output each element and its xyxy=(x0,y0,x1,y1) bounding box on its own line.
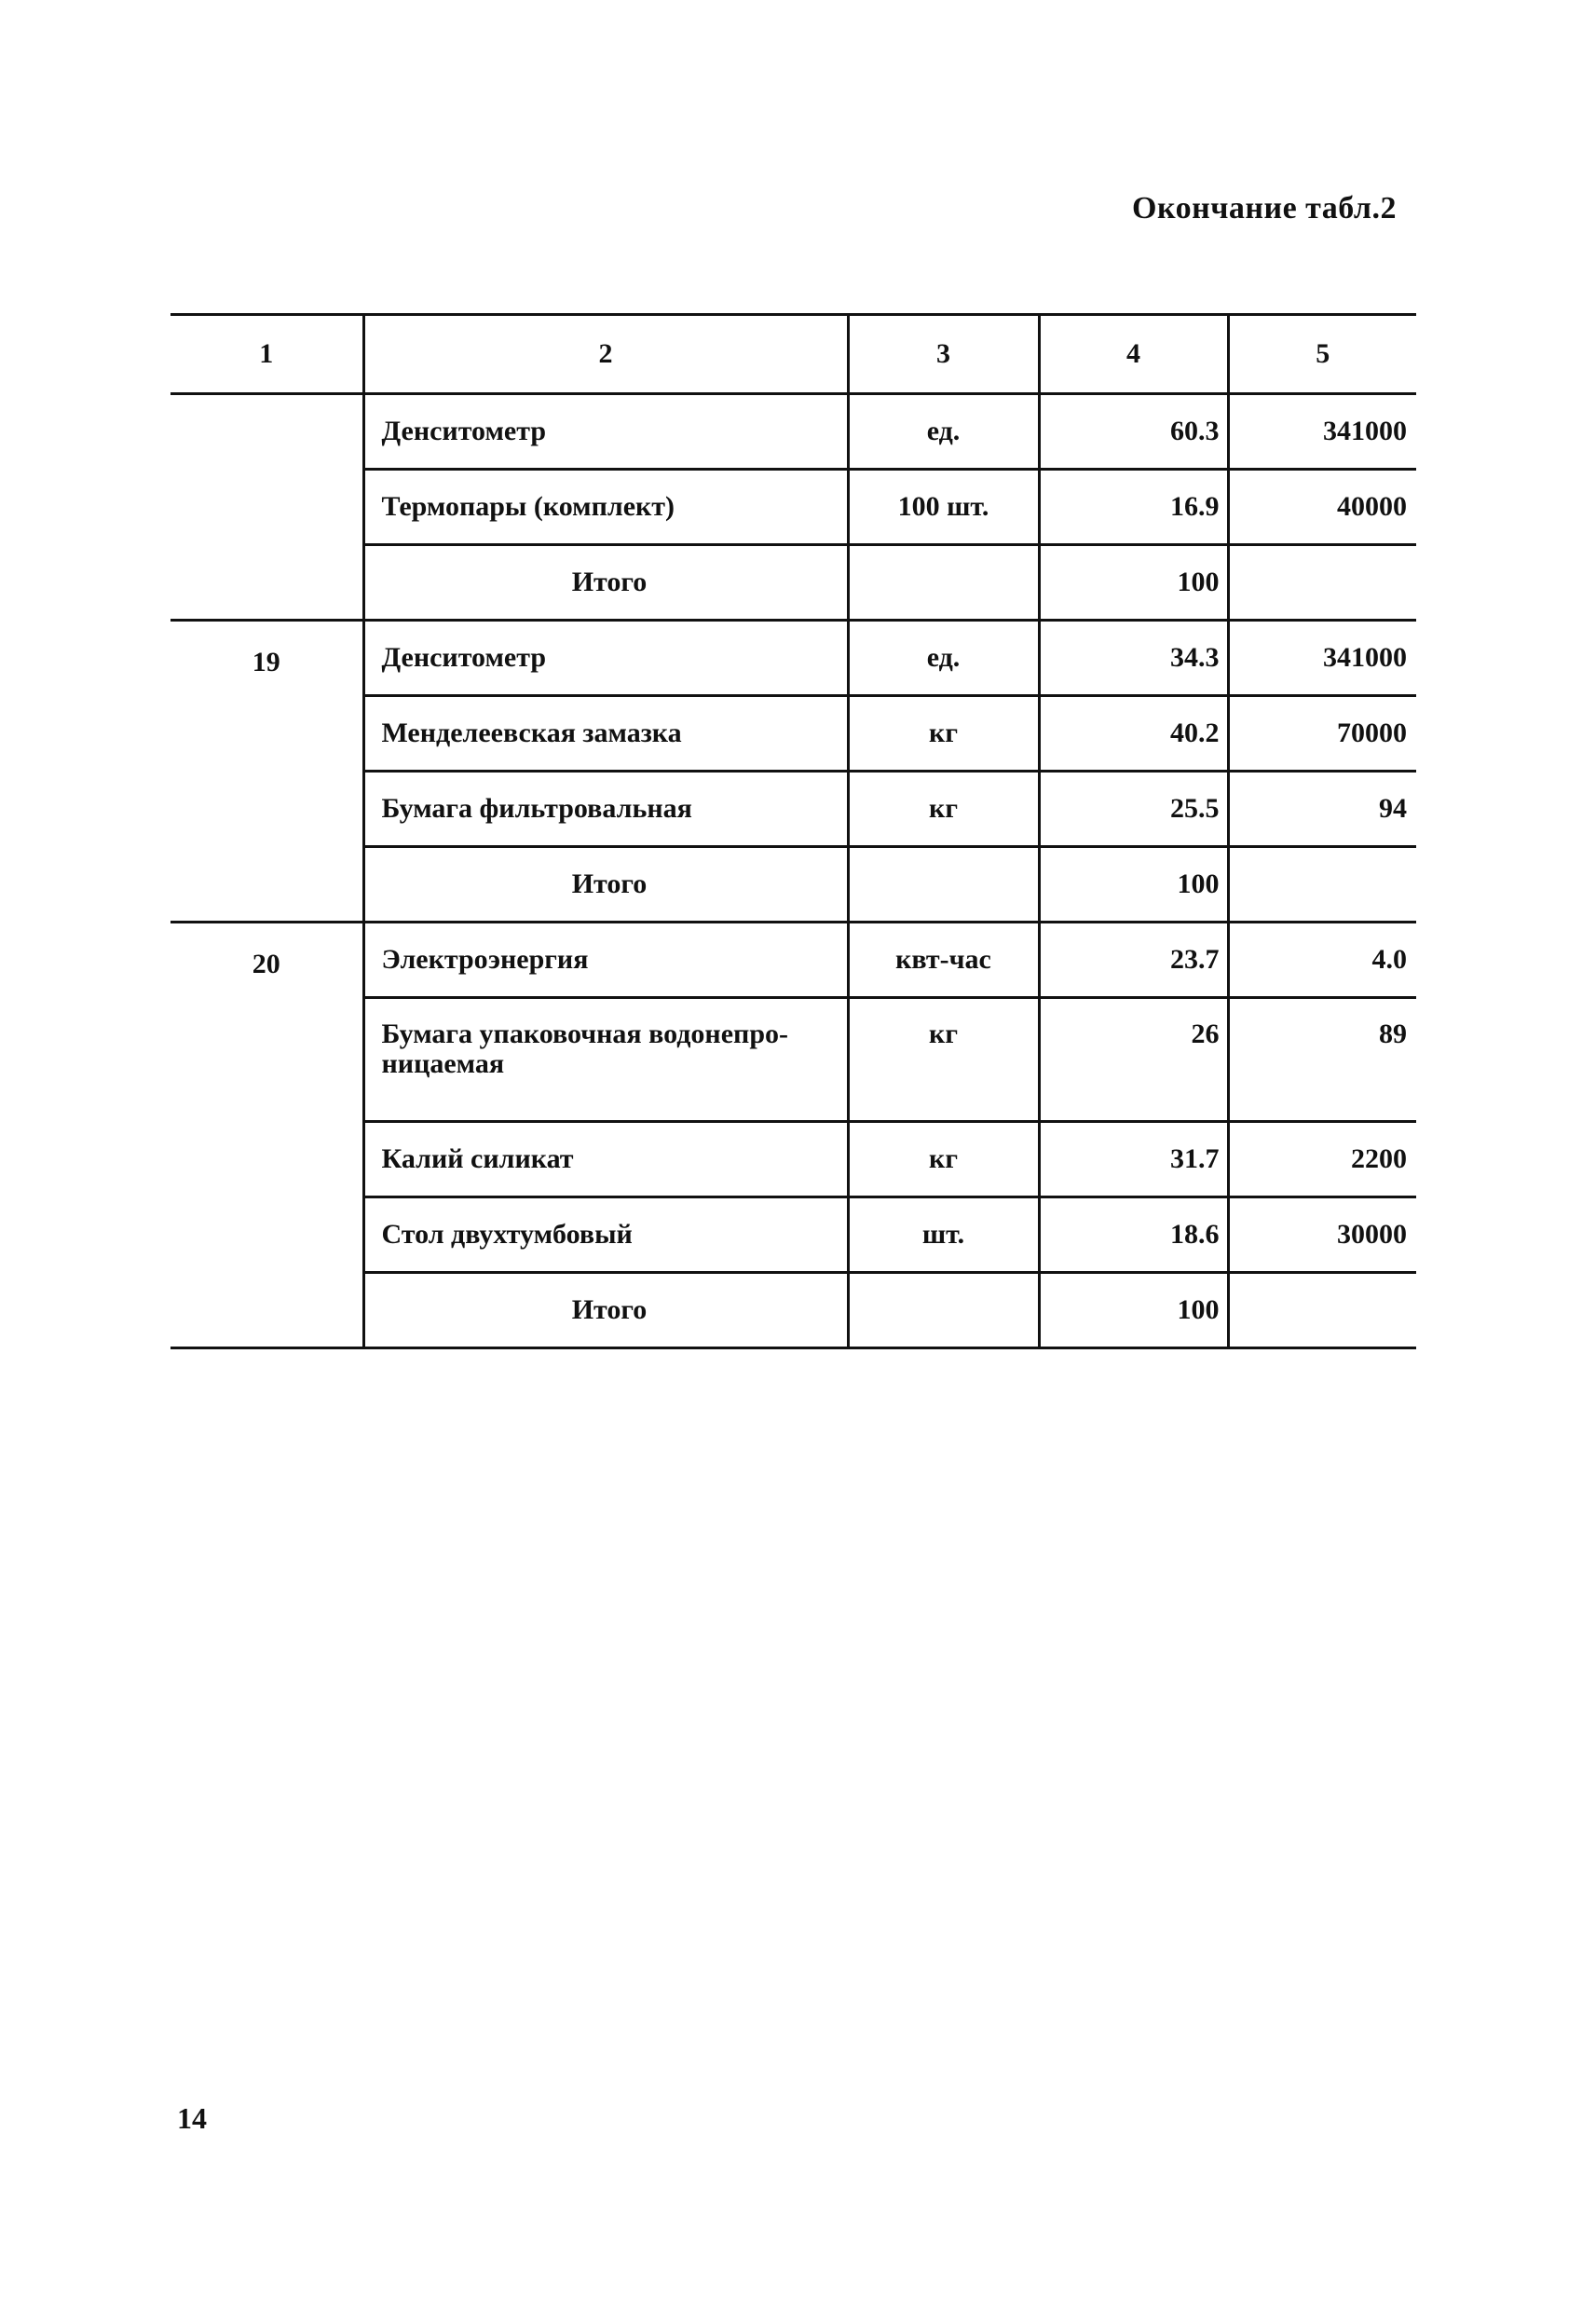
table-row xyxy=(171,923,1416,998)
total-label: Итого xyxy=(363,847,848,923)
item-name: Денситометр xyxy=(363,621,848,696)
item-unit xyxy=(848,847,1039,923)
table-row xyxy=(171,394,1416,470)
total-share: 100 xyxy=(1039,1273,1228,1348)
item-share: 34.3 xyxy=(1039,621,1228,696)
item-share: 40.2 xyxy=(1039,696,1228,772)
total-share: 100 xyxy=(1039,545,1228,621)
header-col-4: 4 xyxy=(1039,315,1228,394)
item-unit: кг xyxy=(848,696,1039,772)
item-name: Бумага фильтровальная xyxy=(363,772,848,847)
group-number: 20 xyxy=(171,923,363,1348)
group-number: 19 xyxy=(171,621,363,923)
item-name: Термопары (комплект) xyxy=(363,470,848,545)
table-caption: Окончание табл.2 xyxy=(1132,191,1397,226)
item-unit: шт. xyxy=(848,1197,1039,1273)
item-unit: ед. xyxy=(848,394,1039,470)
item-name: Калий силикат xyxy=(363,1122,848,1197)
item-price: 30000 xyxy=(1228,1197,1416,1273)
item-price: 70000 xyxy=(1228,696,1416,772)
item-share: 25.5 xyxy=(1039,772,1228,847)
item-price: 94 xyxy=(1228,772,1416,847)
header-col-2: 2 xyxy=(363,315,848,394)
item-name: Бумага упаковочная водонепро-ницаемая xyxy=(363,998,848,1122)
item-unit: ед. xyxy=(848,621,1039,696)
item-price: 341000 xyxy=(1228,394,1416,470)
header-col-1: 1 xyxy=(171,315,363,394)
table-container xyxy=(171,313,1416,1349)
item-share: 60.3 xyxy=(1039,394,1228,470)
item-unit: квт-час xyxy=(848,923,1039,998)
item-price: 2200 xyxy=(1228,1122,1416,1197)
item-price: 4.0 xyxy=(1228,923,1416,998)
item-price: 40000 xyxy=(1228,470,1416,545)
total-label: Итого xyxy=(363,545,848,621)
item-price: 89 xyxy=(1228,998,1416,1122)
item-unit: кг xyxy=(848,772,1039,847)
item-price: 341000 xyxy=(1228,621,1416,696)
item-unit xyxy=(848,1273,1039,1348)
item-unit: кг xyxy=(848,998,1039,1122)
item-share: 18.6 xyxy=(1039,1197,1228,1273)
item-unit xyxy=(848,545,1039,621)
item-name: Стол двухтумбовый xyxy=(363,1197,848,1273)
header-col-3: 3 xyxy=(848,315,1039,394)
total-share: 100 xyxy=(1039,847,1228,923)
item-unit: кг xyxy=(848,1122,1039,1197)
item-share: 26 xyxy=(1039,998,1228,1122)
item-name: Электроэнергия xyxy=(363,923,848,998)
data-table xyxy=(171,313,1416,1349)
item-price xyxy=(1228,1273,1416,1348)
header-row xyxy=(171,315,1416,394)
page-number: 14 xyxy=(177,2101,207,2135)
item-share: 16.9 xyxy=(1039,470,1228,545)
item-unit: 100 шт. xyxy=(848,470,1039,545)
total-label: Итого xyxy=(363,1273,848,1348)
table-row xyxy=(171,621,1416,696)
item-price xyxy=(1228,545,1416,621)
item-share: 31.7 xyxy=(1039,1122,1228,1197)
header-col-5: 5 xyxy=(1228,315,1416,394)
table-header xyxy=(171,315,1416,394)
item-price xyxy=(1228,847,1416,923)
item-share: 23.7 xyxy=(1039,923,1228,998)
item-name: Менделеевская замазка xyxy=(363,696,848,772)
table-body xyxy=(171,394,1416,1348)
item-name: Денситометр xyxy=(363,394,848,470)
group-number xyxy=(171,394,363,621)
